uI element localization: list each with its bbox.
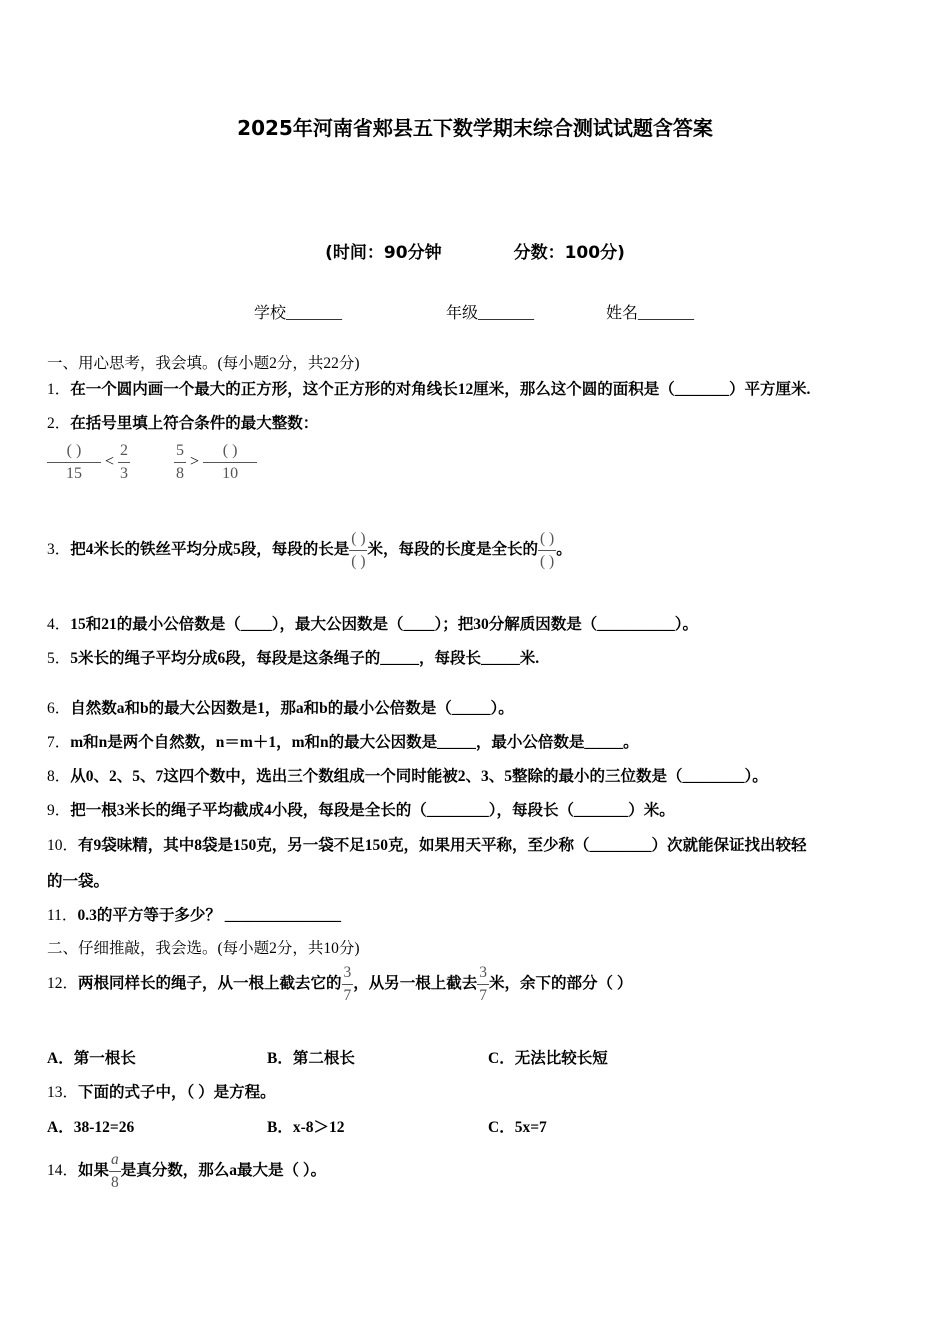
question-number: 13． xyxy=(47,1084,79,1101)
question-text: 把一根3米长的绳子平均截成4小段，每段是全长的（________），每段长（_______）米。 xyxy=(70,802,675,819)
question-3 xyxy=(47,528,572,573)
fraction: $\frac{2}{3}$ xyxy=(120,442,129,482)
question-1 xyxy=(47,377,810,399)
question-10-continued: 的一袋。 xyxy=(47,873,110,890)
question-number: 11． xyxy=(47,907,78,924)
exam-time: (时间：90分钟 xyxy=(325,243,442,263)
question-4 xyxy=(47,612,698,634)
option-a: A．第一根长 xyxy=(47,1050,136,1067)
exam-score: 分数：100分) xyxy=(513,243,625,263)
question-number: 12． xyxy=(47,975,79,993)
question-2 xyxy=(47,411,318,433)
fraction: $\frac{5}{8}$ xyxy=(176,442,185,482)
question-text: 从0、2、5、7这四个数中，选出三个数组成一个同时能被2、3、5整除的最小的三位数是（________）。 xyxy=(70,768,768,785)
question-text: 。 xyxy=(556,541,572,559)
fraction: $\frac{( )}{( )}$ xyxy=(540,530,555,570)
question-text: 在括号里填上符合条件的最大整数： xyxy=(70,415,319,432)
question-12 xyxy=(47,962,632,1007)
question-text: 在一个圆内画一个最大的正方形，这个正方形的对角线长12厘米，那么这个圆的面积是（_______）平方厘米. xyxy=(70,381,811,398)
page-title: 2025年河南省郏县五下数学期末综合测试试题含答案 xyxy=(237,116,713,140)
section-2-heading: 二、仔细推敲，我会选。(每小题2分，共10分) xyxy=(47,940,360,957)
question-7 xyxy=(47,730,639,752)
school-field: 学校_______ xyxy=(254,305,343,322)
grade-field: 年级_______ xyxy=(446,305,535,322)
fraction: $\frac{a}{8}$ xyxy=(111,1151,119,1191)
question-text: 米，余下的部分（ ） xyxy=(489,975,633,993)
option-a: A．38-12=26 xyxy=(47,1119,135,1136)
greater-than-sign: > xyxy=(190,453,200,471)
question-2-fractions xyxy=(47,440,257,485)
question-9 xyxy=(47,798,675,820)
option-b: B．x-8＞12 xyxy=(267,1119,345,1136)
question-number: 10． xyxy=(47,837,79,854)
question-text: 0.3的平方等于多少？ _______________ xyxy=(77,907,341,924)
question-number: 9． xyxy=(47,802,71,819)
exam-meta xyxy=(0,238,950,263)
question-text: 有9袋味精，其中8袋是150克，另一袋不足150克，如果用天平称，至少称（________）次就能保证找出较轻 xyxy=(78,837,807,854)
question-number: 5． xyxy=(47,650,71,667)
option-c: C．无法比较长短 xyxy=(488,1050,608,1067)
fraction: $\frac{3}{7}$ xyxy=(343,964,352,1004)
question-number: 3． xyxy=(47,541,71,559)
question-number: 7． xyxy=(47,734,71,751)
question-text: 把4米长的铁丝平均分成5段，每段的长是 xyxy=(70,541,350,559)
question-text: m和n是两个自然数，n＝m＋1，m和n的最大公因数是_____，最小公倍数是_____。 xyxy=(70,734,639,751)
question-number: 14． xyxy=(47,1162,79,1180)
fraction: $\frac{3}{7}$ xyxy=(479,964,488,1004)
question-number: 8． xyxy=(47,768,71,785)
question-text: 15和21的最小公倍数是（____），最大公因数是（____）；把30分解质因数是（__________）。 xyxy=(70,616,699,633)
question-number: 6． xyxy=(47,700,71,717)
question-text: 自然数a和b的最大公因数是1，那a和b的最小公倍数是（_____）。 xyxy=(70,700,514,717)
question-11 xyxy=(47,903,341,925)
question-14 xyxy=(47,1149,326,1194)
fraction: $\frac{( )}{15}$ xyxy=(47,440,101,485)
fraction: $\frac{( )}{( )}$ xyxy=(351,530,366,570)
question-13 xyxy=(47,1080,276,1102)
option-c: C．5x=7 xyxy=(488,1119,547,1136)
question-text: 下面的式子中，（ ）是方程。 xyxy=(78,1084,276,1101)
fraction: $\frac{( )}{10}$ xyxy=(203,440,257,485)
question-number: 1． xyxy=(47,381,71,398)
name-field: 姓名_______ xyxy=(606,305,695,322)
option-b: B．第二根长 xyxy=(267,1050,355,1067)
question-text: 如果 xyxy=(78,1162,110,1180)
question-text: ，从另一根上截去 xyxy=(353,975,478,993)
question-number: 4． xyxy=(47,616,71,633)
question-number: 2． xyxy=(47,415,71,432)
question-10 xyxy=(47,833,807,855)
section-1-heading: 一、用心思考，我会填。(每小题2分，共22分) xyxy=(47,355,360,372)
question-5 xyxy=(47,646,539,668)
question-text: 是真分数，那么a最大是（ ）。 xyxy=(120,1162,327,1180)
question-8 xyxy=(47,764,768,786)
question-text: 两根同样长的绳子，从一根上截去它的 xyxy=(78,975,342,993)
less-than-sign: < xyxy=(105,453,115,471)
question-text: 米，每段的长度是全长的 xyxy=(367,541,538,559)
question-text: 5米长的绳子平均分成6段，每段是这条绳子的_____，每段长_____米. xyxy=(70,650,540,667)
question-6 xyxy=(47,696,514,718)
